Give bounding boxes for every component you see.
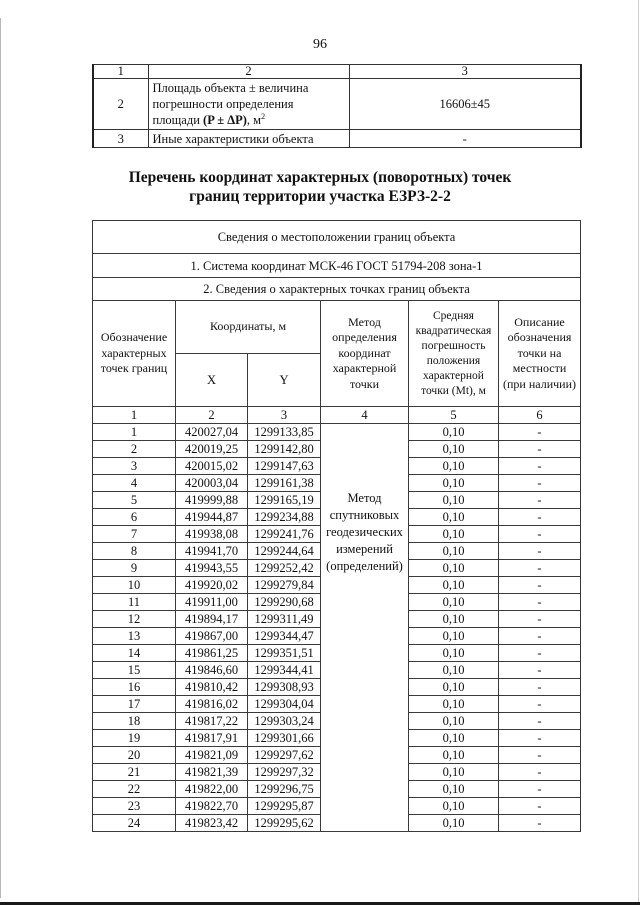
col-header-description bbox=[499, 301, 581, 407]
point-description: - bbox=[499, 764, 581, 781]
mean-square-error: 0,10 bbox=[409, 543, 499, 560]
coordinate-y: 1299301,66 bbox=[248, 730, 321, 747]
coordinate-x: 419943,55 bbox=[176, 560, 248, 577]
label-line bbox=[153, 112, 349, 128]
coordinate-y: 1299351,51 bbox=[248, 645, 321, 662]
point-description: - bbox=[499, 696, 581, 713]
coordinate-y: 1299290,68 bbox=[248, 594, 321, 611]
point-number: 3 bbox=[93, 458, 176, 475]
coordinate-x: 419821,09 bbox=[176, 747, 248, 764]
coordinate-x: 419894,17 bbox=[176, 611, 248, 628]
data-rows bbox=[93, 424, 581, 832]
coordinate-y: 1299279,84 bbox=[248, 577, 321, 594]
header-line: квадратическая bbox=[415, 324, 492, 337]
summary-header-cell: 3 bbox=[349, 65, 581, 79]
summary-row bbox=[93, 79, 581, 130]
point-number: 14 bbox=[93, 645, 176, 662]
coordinate-x: 420015,02 bbox=[176, 458, 248, 475]
point-number: 10 bbox=[93, 577, 176, 594]
point-description: - bbox=[499, 441, 581, 458]
point-description: - bbox=[499, 628, 581, 645]
mean-square-error: 0,10 bbox=[409, 577, 499, 594]
header-line: погрешность bbox=[421, 339, 486, 352]
point-description: - bbox=[499, 815, 581, 832]
summary-row-number: 2 bbox=[93, 79, 148, 130]
point-description: - bbox=[499, 509, 581, 526]
point-description: - bbox=[499, 526, 581, 543]
header-line: Обозначение bbox=[100, 330, 168, 345]
column-header-row bbox=[93, 301, 581, 354]
mean-square-error: 0,10 bbox=[409, 475, 499, 492]
label-line: погрешности определения bbox=[152, 97, 294, 111]
document-title bbox=[0, 168, 640, 206]
point-description: - bbox=[499, 781, 581, 798]
coordinate-x: 419817,91 bbox=[176, 730, 248, 747]
coordinate-x: 420003,04 bbox=[176, 475, 248, 492]
label-unit: , м bbox=[246, 113, 262, 127]
header-line: характерных bbox=[101, 345, 167, 360]
mean-square-error: 0,10 bbox=[409, 730, 499, 747]
coordinate-x: 419816,02 bbox=[176, 696, 248, 713]
label-prefix: площади bbox=[152, 113, 204, 127]
point-number: 9 bbox=[93, 560, 176, 577]
header-line: обозначения bbox=[507, 330, 572, 345]
mean-square-error: 0,10 bbox=[409, 441, 499, 458]
mean-square-error: 0,10 bbox=[409, 492, 499, 509]
summary-row-number: 3 bbox=[93, 130, 148, 148]
point-number: 7 bbox=[93, 526, 176, 543]
summary-header-cell: 2 bbox=[148, 65, 349, 79]
coordinate-y: 1299297,32 bbox=[248, 764, 321, 781]
coord-system-row bbox=[93, 254, 581, 278]
coordinate-y: 1299296,75 bbox=[248, 781, 321, 798]
point-description: - bbox=[499, 560, 581, 577]
header-line: положения bbox=[426, 354, 481, 367]
header-line: характерной bbox=[332, 361, 397, 376]
coordinate-x: 419944,87 bbox=[176, 509, 248, 526]
coordinate-x: 419941,70 bbox=[176, 543, 248, 560]
header-line: Средняя bbox=[433, 309, 474, 322]
summary-row-value: - bbox=[349, 130, 581, 148]
mean-square-error: 0,10 bbox=[409, 747, 499, 764]
coordinate-x: 419861,25 bbox=[176, 645, 248, 662]
column-number: 1 bbox=[93, 407, 176, 424]
point-number: 11 bbox=[93, 594, 176, 611]
summary-header-cell: 1 bbox=[93, 65, 148, 79]
point-description: - bbox=[499, 475, 581, 492]
point-number: 5 bbox=[93, 492, 176, 509]
point-description: - bbox=[499, 679, 581, 696]
title-line: границ территории участка ЕЗРЗ-2-2 bbox=[189, 188, 451, 205]
method-cell bbox=[321, 424, 409, 832]
page-edge-right bbox=[638, 0, 639, 905]
mean-square-error: 0,10 bbox=[409, 458, 499, 475]
mean-square-error: 0,10 bbox=[409, 662, 499, 679]
summary-row-label bbox=[148, 79, 349, 130]
mean-square-error: 0,10 bbox=[409, 424, 499, 441]
point-description: - bbox=[499, 543, 581, 560]
coordinate-x: 419999,88 bbox=[176, 492, 248, 509]
point-number: 17 bbox=[93, 696, 176, 713]
coordinate-x: 419938,08 bbox=[176, 526, 248, 543]
header-line: точки на bbox=[517, 345, 562, 360]
mean-square-error: 0,10 bbox=[409, 696, 499, 713]
point-description: - bbox=[499, 577, 581, 594]
mean-square-error: 0,10 bbox=[409, 815, 499, 832]
method-line: спутниковых bbox=[329, 508, 400, 522]
summary-row bbox=[93, 130, 581, 148]
point-description: - bbox=[499, 594, 581, 611]
coordinate-y: 1299308,93 bbox=[248, 679, 321, 696]
coordinate-x: 420019,25 bbox=[176, 441, 248, 458]
coord-system: 1. Система координат МСК-46 ГОСТ 51794-208 зона-1 bbox=[93, 254, 581, 278]
coordinate-x: 419911,00 bbox=[176, 594, 248, 611]
point-description: - bbox=[499, 424, 581, 441]
coordinate-x: 420027,04 bbox=[176, 424, 248, 441]
point-number: 4 bbox=[93, 475, 176, 492]
points-header: 2. Сведения о характерных точках границ объекта bbox=[93, 278, 581, 301]
point-number: 1 bbox=[93, 424, 176, 441]
point-number: 23 bbox=[93, 798, 176, 815]
summary-header-row bbox=[93, 65, 581, 79]
coordinate-x: 419823,42 bbox=[176, 815, 248, 832]
header-line: точек границ bbox=[100, 361, 168, 376]
point-description: - bbox=[499, 458, 581, 475]
column-number: 6 bbox=[499, 407, 581, 424]
column-number: 3 bbox=[248, 407, 321, 424]
coordinate-y: 1299241,76 bbox=[248, 526, 321, 543]
coordinate-y: 1299303,24 bbox=[248, 713, 321, 730]
coordinate-y: 1299234,88 bbox=[248, 509, 321, 526]
point-number: 2 bbox=[93, 441, 176, 458]
point-description: - bbox=[499, 611, 581, 628]
point-number: 8 bbox=[93, 543, 176, 560]
mean-square-error: 0,10 bbox=[409, 509, 499, 526]
coordinate-y: 1299304,04 bbox=[248, 696, 321, 713]
header-line: точки (Mt), м bbox=[421, 384, 486, 397]
point-number: 12 bbox=[93, 611, 176, 628]
page-number: 96 bbox=[313, 37, 327, 52]
coordinate-x: 419822,00 bbox=[176, 781, 248, 798]
point-number: 15 bbox=[93, 662, 176, 679]
point-description: - bbox=[499, 645, 581, 662]
label-superscript: 2 bbox=[261, 111, 266, 121]
column-number: 5 bbox=[409, 407, 499, 424]
point-description: - bbox=[499, 713, 581, 730]
coordinate-y: 1299252,42 bbox=[248, 560, 321, 577]
point-number: 6 bbox=[93, 509, 176, 526]
col-header-x: X bbox=[176, 354, 248, 407]
coordinate-y: 1299295,62 bbox=[248, 815, 321, 832]
point-number: 22 bbox=[93, 781, 176, 798]
header-line: определения bbox=[332, 330, 397, 345]
mean-square-error: 0,10 bbox=[409, 594, 499, 611]
coordinate-y: 1299147,63 bbox=[248, 458, 321, 475]
header-line: характерной bbox=[423, 369, 484, 382]
point-number: 13 bbox=[93, 628, 176, 645]
coordinate-y: 1299344,47 bbox=[248, 628, 321, 645]
coordinate-y: 1299344,41 bbox=[248, 662, 321, 679]
mean-square-error: 0,10 bbox=[409, 611, 499, 628]
mean-square-error: 0,10 bbox=[409, 781, 499, 798]
col-header-error bbox=[409, 301, 499, 407]
header-line: Метод bbox=[348, 314, 381, 329]
col-header-designation bbox=[93, 301, 176, 407]
coordinate-y: 1299165,19 bbox=[248, 492, 321, 509]
point-number: 21 bbox=[93, 764, 176, 781]
label-formula: (P ± ΔP) bbox=[203, 113, 247, 127]
point-number: 18 bbox=[93, 713, 176, 730]
summary-table bbox=[92, 64, 582, 148]
coordinate-x: 419920,02 bbox=[176, 577, 248, 594]
summary-row-value: 16606±45 bbox=[349, 79, 581, 130]
col-header-y: Y bbox=[248, 354, 321, 407]
coordinate-x: 419817,22 bbox=[176, 713, 248, 730]
label-line: Площадь объекта ± величина bbox=[152, 81, 309, 95]
coordinate-x: 419810,42 bbox=[176, 679, 248, 696]
coordinate-y: 1299161,38 bbox=[248, 475, 321, 492]
coordinate-y: 1299297,62 bbox=[248, 747, 321, 764]
section-header: Сведения о местоположении границ объекта bbox=[93, 221, 581, 254]
col-header-coordinates: Координаты, м bbox=[176, 301, 321, 354]
mean-square-error: 0,10 bbox=[409, 764, 499, 781]
coordinates-table bbox=[92, 220, 581, 832]
header-line: точки bbox=[349, 376, 380, 391]
method-line: геодезических bbox=[326, 525, 403, 539]
method-line: измерений bbox=[336, 542, 393, 556]
coordinate-y: 1299311,49 bbox=[248, 611, 321, 628]
header-line: координат bbox=[338, 345, 391, 360]
point-description: - bbox=[499, 798, 581, 815]
coordinate-x: 419822,70 bbox=[176, 798, 248, 815]
header-line: Описание bbox=[514, 314, 565, 329]
coordinate-y: 1299133,85 bbox=[248, 424, 321, 441]
coordinate-y: 1299244,64 bbox=[248, 543, 321, 560]
point-description: - bbox=[499, 730, 581, 747]
mean-square-error: 0,10 bbox=[409, 526, 499, 543]
column-number-row bbox=[93, 407, 581, 424]
point-description: - bbox=[499, 662, 581, 679]
point-number: 16 bbox=[93, 679, 176, 696]
point-number: 19 bbox=[93, 730, 176, 747]
mean-square-error: 0,10 bbox=[409, 645, 499, 662]
section-header-row bbox=[93, 221, 581, 254]
point-number: 20 bbox=[93, 747, 176, 764]
mean-square-error: 0,10 bbox=[409, 798, 499, 815]
coordinate-x: 419867,00 bbox=[176, 628, 248, 645]
point-number: 24 bbox=[93, 815, 176, 832]
mean-square-error: 0,10 bbox=[409, 560, 499, 577]
coordinate-x: 419821,39 bbox=[176, 764, 248, 781]
summary-row-label: Иные характеристики объекта bbox=[148, 130, 349, 148]
mean-square-error: 0,10 bbox=[409, 713, 499, 730]
coordinate-y: 1299295,87 bbox=[248, 798, 321, 815]
column-number: 4 bbox=[321, 407, 409, 424]
mean-square-error: 0,10 bbox=[409, 679, 499, 696]
col-header-method bbox=[321, 301, 409, 407]
method-line: Метод bbox=[347, 491, 382, 505]
mean-square-error: 0,10 bbox=[409, 628, 499, 645]
coordinate-x: 419846,60 bbox=[176, 662, 248, 679]
title-line: Перечень координат характерных (поворотных) точек bbox=[128, 169, 512, 186]
column-number: 2 bbox=[176, 407, 248, 424]
header-line: (при наличии) bbox=[503, 376, 576, 391]
method-line: (определений) bbox=[326, 559, 403, 573]
coordinate-y: 1299142,80 bbox=[248, 441, 321, 458]
points-header-row bbox=[93, 278, 581, 301]
point-description: - bbox=[499, 747, 581, 764]
header-line: местности bbox=[512, 361, 567, 376]
point-description: - bbox=[499, 492, 581, 509]
page-edge-left bbox=[0, 18, 1, 898]
table-row bbox=[93, 424, 581, 441]
